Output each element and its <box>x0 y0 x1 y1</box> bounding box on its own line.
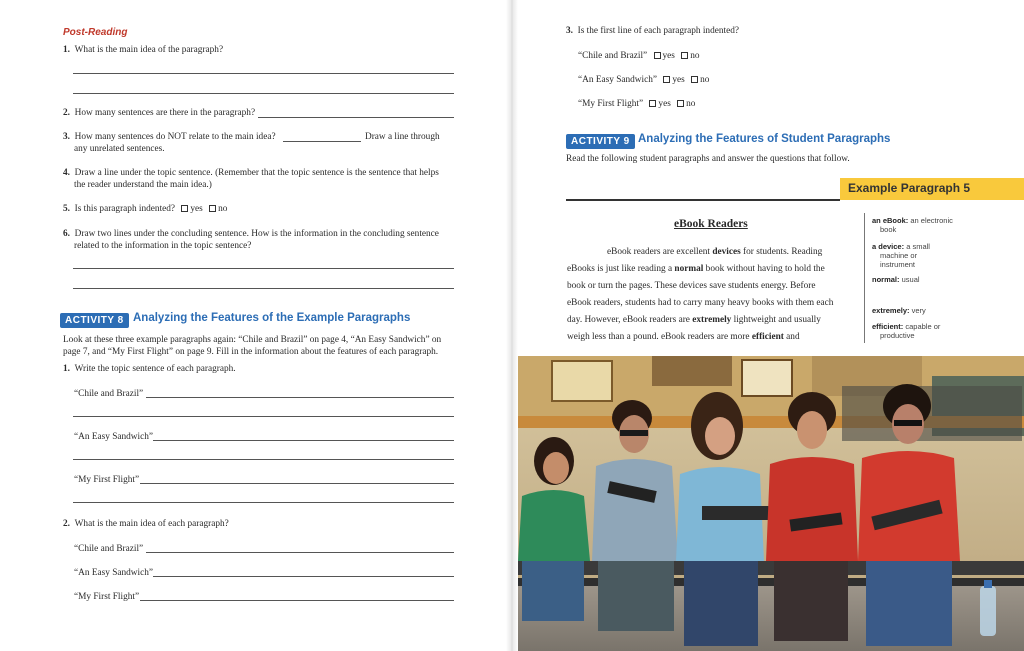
question-1: 1. What is the main idea of the paragraph? <box>63 45 224 55</box>
activity-8-intro: Look at these three example paragraphs again: “Chile and Brazil” on page 4, “An Easy Sandwich” on <box>63 335 442 345</box>
yes-checkbox[interactable] <box>663 76 670 83</box>
paragraph-line: eBook readers, students had to carry many heavy books with them each <box>567 298 834 308</box>
question-4: 4. Draw a line under the topic sentence. (Remember that the topic sentence is the sentence that helps <box>63 168 439 178</box>
paragraph-label: “My First Flight” <box>74 475 140 485</box>
glossary-entry: normal: usual <box>872 275 920 284</box>
no-checkbox[interactable] <box>691 76 698 83</box>
answer-line[interactable] <box>73 288 454 289</box>
indent-row: “My First Flight” yes no <box>578 99 696 109</box>
question-3-cont: Draw a line through <box>365 132 440 142</box>
yes-checkbox[interactable] <box>654 52 661 59</box>
answer-line[interactable] <box>153 440 454 441</box>
activity-9-badge: ACTIVITY 9 <box>566 134 635 149</box>
answer-line[interactable] <box>153 576 454 577</box>
post-reading-heading: Post-Reading <box>63 27 128 38</box>
question-3-line2: any unrelated sentences. <box>74 144 165 154</box>
question-3: 3. How many sentences do NOT relate to the main idea? <box>63 132 276 142</box>
glossary-def: machine or <box>880 251 918 260</box>
paragraph-label: “My First Flight” <box>74 592 140 602</box>
question-6-line2: related to the information in the topic sentence? <box>74 241 252 251</box>
answer-line[interactable] <box>140 600 454 601</box>
paragraph-line: eBooks is just like reading a normal book without having to hold the <box>567 264 825 274</box>
question-5: 5. Is this paragraph indented? yes no <box>63 204 228 214</box>
answer-line[interactable] <box>140 483 454 484</box>
no-checkbox[interactable] <box>677 100 684 107</box>
example-banner-label: Example Paragraph 5 <box>848 181 971 195</box>
activity-8-question-1: 1. Write the topic sentence of each paragraph. <box>63 364 236 374</box>
answer-line[interactable] <box>258 117 454 118</box>
glossary-def: instrument <box>880 260 916 269</box>
section-rule <box>566 199 840 201</box>
answer-line[interactable] <box>146 397 454 398</box>
answer-line[interactable] <box>146 552 454 553</box>
no-checkbox[interactable] <box>209 205 216 212</box>
activity-8-intro-line2: page 7, and “My First Flight” on page 9. Fill in the information about the features of each paragraph. <box>63 347 439 357</box>
activity-9-title: Analyzing the Features of Student Paragraphs <box>638 133 891 145</box>
glossary-divider <box>864 213 865 343</box>
ebook-title: eBook Readers <box>674 218 748 230</box>
right-page <box>512 0 1024 651</box>
yes-checkbox[interactable] <box>649 100 656 107</box>
answer-line[interactable] <box>73 93 454 94</box>
no-checkbox[interactable] <box>681 52 688 59</box>
answer-line[interactable] <box>283 141 361 142</box>
activity-8-question-2: 2. What is the main idea of each paragraph? <box>63 519 229 529</box>
question-4-line2: the reader understand the main idea.) <box>74 180 212 190</box>
question-2: 2. How many sentences are there in the paragraph? <box>63 108 256 118</box>
paragraph-label: “Chile and Brazil” <box>74 389 144 399</box>
students-photo-illustration <box>512 356 1024 651</box>
activity-8-title: Analyzing the Features of the Example Paragraphs <box>133 312 411 324</box>
answer-line[interactable] <box>73 459 454 460</box>
paragraph-line: day. However, eBook readers are extremely lightweight and usually <box>567 315 821 325</box>
indent-row: “An Easy Sandwich” yes no <box>578 75 710 85</box>
answer-line[interactable] <box>73 73 454 74</box>
paragraph-line: eBook readers are excellent devices for students. Reading <box>607 247 823 257</box>
paragraph-line: weigh less than a pound. eBook readers are more efficient and <box>567 332 800 342</box>
book-gutter <box>506 0 518 651</box>
paragraph-line: book or turn the pages. These devices save students energy. Before <box>567 281 816 291</box>
indent-row: “Chile and Brazil” yes no <box>578 51 700 61</box>
paragraph-label: “Chile and Brazil” <box>74 544 144 554</box>
activity-9-intro: Read the following student paragraphs and answer the questions that follow. <box>566 154 850 164</box>
yes-checkbox[interactable] <box>181 205 188 212</box>
answer-line[interactable] <box>73 268 454 269</box>
question-3-indent: 3. Is the first line of each paragraph indented? <box>566 26 739 36</box>
glossary-entry: efficient: capable or <box>872 322 941 331</box>
glossary-def: productive <box>880 331 915 340</box>
activity-8-badge: ACTIVITY 8 <box>60 313 129 328</box>
students-photo <box>512 356 1024 651</box>
answer-line[interactable] <box>73 502 454 503</box>
question-6: 6. Draw two lines under the concluding sentence. How is the information in the concluding sentence <box>63 229 439 239</box>
glossary-entry: extremely: very <box>872 306 926 315</box>
glossary-def: book <box>880 225 897 234</box>
glossary-entry: a device: a small <box>872 242 930 251</box>
glossary-entry: an eBook: an electronic <box>872 216 953 225</box>
answer-line[interactable] <box>73 416 454 417</box>
paragraph-label: “An Easy Sandwich” <box>74 568 154 578</box>
paragraph-label: “An Easy Sandwich” <box>74 432 154 442</box>
